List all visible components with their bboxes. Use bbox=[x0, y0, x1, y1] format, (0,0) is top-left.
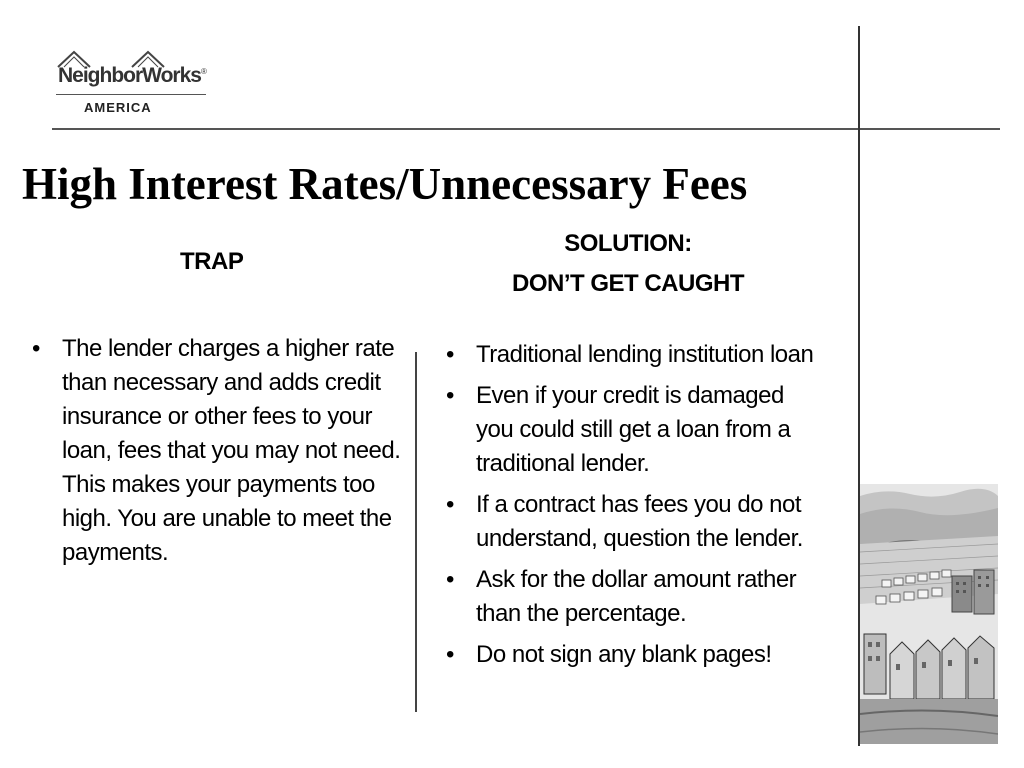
column-divider bbox=[415, 352, 417, 712]
solution-heading-line-1: SOLUTION: bbox=[564, 230, 692, 257]
slide-title: High Interest Rates/Unnecessary Fees bbox=[22, 159, 748, 209]
solution-heading-line-2: DON’T GET CAUGHT bbox=[512, 270, 744, 297]
trap-bullet: • The lender charges a higher rate than necessary and adds credit insurance or other fees to your loan, fees that you may not need. This makes your payments too high. You are unable to meet the payments. bbox=[26, 332, 406, 570]
solution-bullet-list bbox=[440, 338, 820, 679]
logo-wordmark: NeighborWorks® bbox=[58, 64, 206, 87]
trap-heading: TRAP bbox=[180, 248, 244, 275]
trap-bullet-list bbox=[26, 332, 406, 570]
neighborhood-illustration bbox=[860, 484, 998, 744]
solution-bullet: • Traditional lending institution loan bbox=[440, 338, 820, 372]
logo-divider bbox=[56, 94, 206, 95]
solution-bullet: • Even if your credit is damaged you could still get a loan from a traditional lender. bbox=[440, 379, 820, 481]
logo-subtitle: AMERICA bbox=[84, 100, 152, 115]
solution-bullet: • Do not sign any blank pages! bbox=[440, 638, 820, 672]
neighborworks-logo bbox=[56, 48, 216, 122]
solution-bullet: • Ask for the dollar amount rather than the percentage. bbox=[440, 563, 820, 631]
solution-heading bbox=[480, 224, 776, 304]
solution-bullet: • If a contract has fees you do not understand, question the lender. bbox=[440, 488, 820, 556]
